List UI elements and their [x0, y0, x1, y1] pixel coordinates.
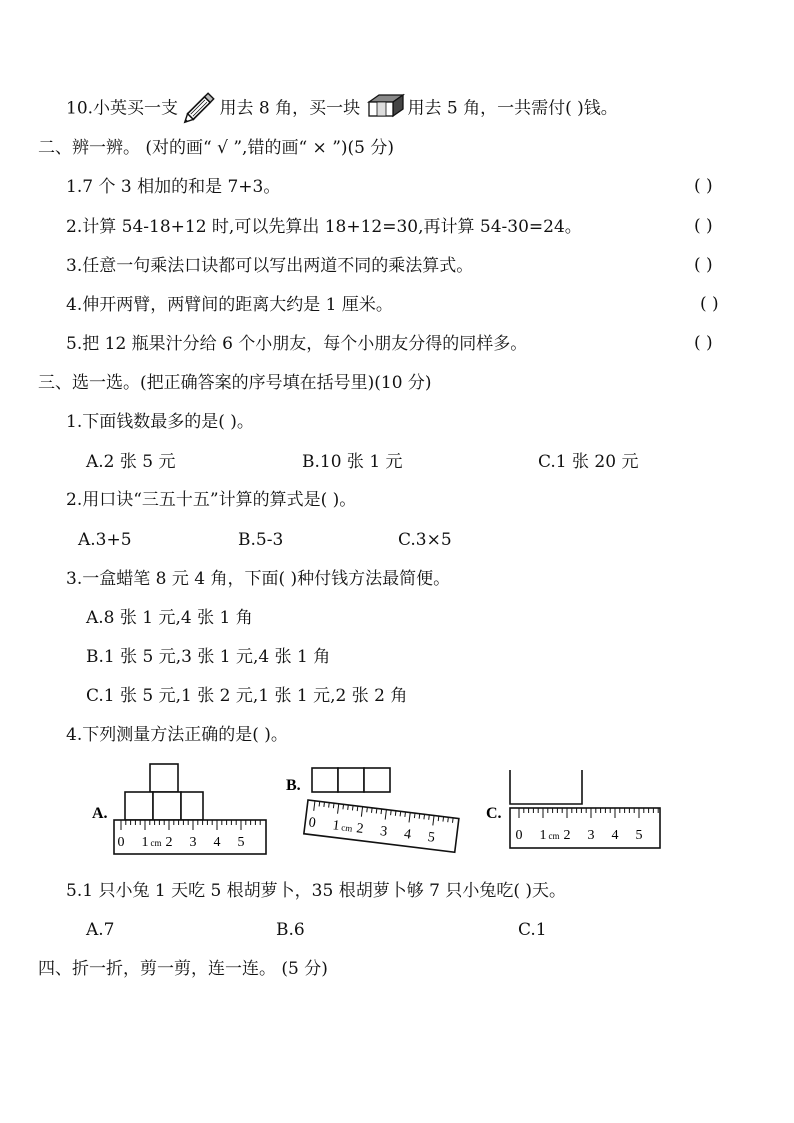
- ruler-tick: [424, 814, 425, 819]
- block: [312, 768, 338, 792]
- section4-title: 四、折一折，剪一剪，连一连。 (5 分): [38, 959, 328, 979]
- ruler-tick: [372, 808, 373, 813]
- tick-label-3: 3: [379, 824, 389, 840]
- unit-label: cm: [548, 831, 560, 841]
- s2-item-3: 3.任意一句乘法口诀都可以写出两道不同的乘法算式。: [66, 256, 474, 276]
- ruler-tick: [405, 812, 406, 817]
- figure-a-label: A.: [92, 805, 108, 822]
- tick-label-1: 1: [539, 828, 547, 843]
- block-top: [150, 764, 178, 792]
- tick-label-5: 5: [426, 829, 436, 846]
- s2-answer-paren-5[interactable]: ( ): [694, 333, 713, 353]
- s2-item-5: 5.把 12 瓶果汁分给 6 个小朋友，每个小朋友分得的同样多。: [66, 334, 528, 354]
- s3-q1-option-c[interactable]: C.1 张 20 元: [538, 452, 639, 472]
- tick-label-4: 4: [213, 835, 221, 850]
- ruler-tick: [419, 814, 420, 819]
- s3-q5-option-b[interactable]: B.6: [276, 920, 305, 940]
- s3-q2-option-a[interactable]: A.3+5: [78, 530, 132, 550]
- tick-label-0: 0: [307, 815, 317, 832]
- s3-q5-stem: 5.1 只小兔 1 天吃 5 根胡萝卜，35 根胡萝卜够 7 只小兔吃( )天。: [66, 881, 567, 901]
- ruler-tick: [319, 801, 320, 806]
- ruler-tick: [367, 807, 368, 812]
- tick-label-0: 0: [117, 835, 125, 850]
- q10-number: 10.: [66, 98, 94, 119]
- ruler-tick: [400, 811, 401, 816]
- s3-q2-option-c[interactable]: C.3×5: [398, 530, 452, 550]
- figure-b-label: B.: [286, 777, 301, 794]
- measure-figure-c[interactable]: [484, 760, 666, 860]
- s3-q1-stem: 1.下面钱数最多的是( )。: [66, 412, 254, 432]
- s3-q3-option-a[interactable]: A.8 张 1 元,4 张 1 角: [86, 608, 253, 628]
- measure-figure-b[interactable]: [282, 760, 464, 860]
- s3-q2-option-b[interactable]: B.5-3: [238, 530, 284, 550]
- s2-item-2: 2.计算 54-18+12 时,可以先算出 18+12=30,再计算 54-30=24。: [66, 217, 582, 237]
- s2-item-4: 4.伸开两臂，两臂间的距离大约是 1 厘米。: [66, 295, 393, 315]
- ruler-tick: [352, 806, 353, 811]
- s2-item-1: 1.7 个 3 相加的和是 7+3。: [66, 177, 281, 197]
- block: [125, 792, 153, 820]
- tick-label-0: 0: [515, 828, 523, 843]
- ruler-tick: [453, 818, 454, 823]
- ruler-tick: [357, 806, 358, 811]
- q10-text-1: 小英买一支: [93, 98, 179, 119]
- s3-q4-stem: 4.下列测量方法正确的是( )。: [66, 725, 288, 745]
- tick-label-5: 5: [635, 828, 643, 843]
- unit-label: cm: [150, 838, 162, 848]
- s3-q2-stem: 2.用口诀“三五十五”计算的算式是( )。: [66, 490, 357, 510]
- tick-label-2: 2: [165, 835, 173, 850]
- s3-q3-stem: 3.一盒蜡笔 8 元 4 角，下面( )种付钱方法最简便。: [66, 569, 451, 589]
- s2-answer-paren-2[interactable]: ( ): [694, 216, 713, 236]
- s2-answer-paren-3[interactable]: ( ): [694, 255, 713, 275]
- q10-text-3: 用去 5 角，一共需付( )钱。: [407, 98, 618, 119]
- block: [338, 768, 364, 792]
- unit-label: cm: [340, 822, 353, 834]
- ruler-tick: [343, 804, 344, 809]
- section3-title: 三、选一选。(把正确答案的序号填在括号里)(10 分): [38, 373, 432, 393]
- measured-object: [510, 770, 582, 804]
- ruler-tick: [376, 808, 377, 813]
- figure-c-label: C.: [486, 805, 502, 822]
- tick-label-1: 1: [331, 818, 341, 834]
- ruler-tick: [438, 816, 439, 821]
- tick-label-1: 1: [141, 835, 149, 850]
- s3-q5-option-c[interactable]: C.1: [518, 920, 547, 940]
- tick-label-3: 3: [189, 835, 197, 850]
- block: [153, 792, 181, 820]
- tick-label-5: 5: [237, 835, 245, 850]
- tick-label-3: 3: [587, 828, 595, 843]
- s2-answer-paren-4[interactable]: ( ): [700, 294, 719, 314]
- block: [181, 792, 203, 820]
- s3-q1-option-b[interactable]: B.10 张 1 元: [302, 452, 403, 472]
- ruler-tick: [333, 803, 334, 808]
- q10-line: [66, 88, 618, 130]
- ruler-tick: [443, 817, 444, 822]
- block: [364, 768, 390, 792]
- measure-figure-a[interactable]: [88, 760, 278, 860]
- tick-label-2: 2: [563, 828, 571, 843]
- ruler-tick: [348, 805, 349, 810]
- ruler-tick: [448, 817, 449, 822]
- s3-q1-option-a[interactable]: A.2 张 5 元: [86, 452, 176, 472]
- ruler-tick: [381, 809, 382, 814]
- q10-text-2: 用去 8 角，买一块: [219, 98, 361, 119]
- ruler-tick: [329, 803, 330, 808]
- s2-answer-paren-1[interactable]: ( ): [694, 176, 713, 196]
- eraser-icon: [365, 92, 407, 126]
- section2-title: 二、辨一辨。 (对的画“ √ ”,错的画“ × ”)(5 分): [38, 138, 395, 158]
- pencil-icon: [183, 88, 219, 130]
- tick-label-2: 2: [355, 821, 365, 837]
- ruler-tick: [414, 813, 415, 818]
- ruler-tick: [391, 810, 392, 815]
- s3-q3-option-b[interactable]: B.1 张 5 元,3 张 1 元,4 张 1 角: [86, 647, 331, 667]
- ruler-tick: [324, 802, 325, 807]
- tick-label-4: 4: [611, 828, 619, 843]
- tick-label-4: 4: [403, 827, 412, 843]
- s3-q3-option-c[interactable]: C.1 张 5 元,1 张 2 元,1 张 1 元,2 张 2 角: [86, 686, 408, 706]
- ruler-tick: [395, 811, 396, 816]
- s3-q5-option-a[interactable]: A.7: [86, 920, 115, 940]
- ruler-tick: [429, 815, 430, 820]
